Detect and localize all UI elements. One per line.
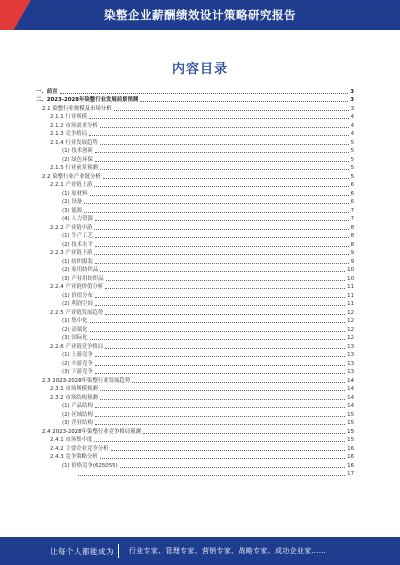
toc-entry-label: (1) 纺织服装: [62, 258, 93, 265]
toc-entry-page: 9: [350, 250, 354, 256]
toc-entry-label: (1) 价值分布: [62, 292, 93, 299]
toc-entry[interactable]: [36, 121, 354, 130]
toc-leader-dots: [94, 186, 348, 187]
toc-entry[interactable]: [36, 453, 354, 462]
toc-entry-page: 14: [347, 403, 354, 409]
toc-entry[interactable]: [36, 87, 354, 96]
toc-entry[interactable]: [36, 300, 354, 309]
toc-entry-label: (2) 绿色环保: [62, 156, 93, 163]
toc-entry-page: 8: [350, 233, 354, 239]
toc-entry-label: 2.1 染整行业规模及市场分析: [42, 105, 112, 112]
toc-leader-dots: [84, 203, 348, 204]
toc-entry[interactable]: [36, 291, 354, 300]
document-title: 染整企业薪酬绩效设计策略研究报告: [104, 8, 296, 22]
toc-entry[interactable]: [36, 325, 354, 334]
toc-entry[interactable]: [36, 223, 354, 232]
toc-entry[interactable]: [36, 96, 354, 105]
toc-entry[interactable]: [36, 342, 354, 351]
toc-entry[interactable]: [36, 402, 354, 411]
toc-leader-dots: [105, 314, 345, 315]
toc-entry-page: 12: [347, 318, 354, 324]
toc-entry-page: 6: [350, 199, 354, 205]
toc-entry-page: 13: [347, 352, 354, 358]
footer-tagline: 行业专家、管理专家、营销专家、战略专家、成功企业家……: [129, 547, 327, 555]
toc-leader-dots: [106, 280, 345, 281]
toc-entry-label: 2.2.3 产业链下游: [50, 250, 93, 256]
toc-entry-page: 13: [347, 360, 354, 367]
toc-entry[interactable]: [36, 444, 354, 453]
toc-leader-dots: [60, 93, 349, 94]
toc-entry[interactable]: [36, 155, 354, 164]
toc-entry-label: (3) 产业用纺织品: [62, 275, 104, 282]
toc-entry-page: 3: [350, 105, 354, 112]
toc-leader-dots: [100, 458, 345, 459]
toc-leader-dots: [78, 475, 345, 476]
toc-leader-dots: [100, 390, 345, 391]
table-of-contents: [36, 87, 354, 478]
toc-leader-dots: [143, 433, 345, 434]
toc-entry-page: 14: [347, 377, 354, 384]
toc-leader-dots: [90, 322, 346, 323]
toc-entry-label: 2.1.5 行业前景预测: [50, 165, 98, 171]
toc-leader-dots: [95, 416, 345, 417]
footer-divider: [118, 544, 119, 558]
toc-entry[interactable]: [36, 393, 354, 402]
toc-leader-dots: [100, 144, 349, 145]
toc-leader-dots: [95, 424, 345, 425]
toc-entry[interactable]: [36, 334, 354, 343]
toc-entry-page: 17: [347, 471, 354, 477]
toc-entry[interactable]: [36, 436, 354, 445]
toc-entry[interactable]: [36, 283, 354, 292]
toc-entry-label: 2.4 2023-2028年染整行业竞争格局预测: [42, 428, 141, 435]
toc-leader-dots: [94, 441, 345, 442]
toc-entry-page: 10: [347, 275, 354, 282]
toc-leader-dots: [100, 399, 345, 400]
toc-leader-dots: [105, 348, 345, 349]
toc-entry[interactable]: [36, 317, 354, 326]
toc-entry[interactable]: [36, 189, 354, 198]
toc-entry-label: (1) 上游竞争: [62, 352, 93, 358]
toc-leader-dots: [111, 450, 346, 451]
toc-entry[interactable]: [36, 104, 354, 113]
toc-entry-page: 12: [347, 326, 354, 333]
toc-entry[interactable]: [36, 470, 354, 479]
toc-entry-label: (1) 价格竞争(625055): [62, 462, 118, 469]
toc-entry[interactable]: [36, 359, 354, 368]
toc-leader-dots: [132, 382, 345, 383]
toc-entry-page: 5: [350, 156, 354, 163]
toc-entry[interactable]: [36, 351, 354, 360]
toc-entry-page: 12: [347, 309, 354, 316]
toc-entry-label: 2.1.4 行业发展趋势: [50, 139, 98, 146]
footer-slogan: 让每个人都能成为: [50, 547, 114, 556]
toc-entry-page: 15: [347, 437, 354, 443]
toc-entry-label: (1) 技术创新: [62, 148, 93, 154]
toc-entry[interactable]: [36, 164, 354, 173]
toc-entry-label: (3) 下游竞争: [62, 369, 93, 375]
toc-entry-label: (1) 集中化: [62, 318, 88, 324]
toc-entry-page: 16: [347, 445, 354, 452]
toc-leader-dots: [95, 407, 345, 408]
toc-entry[interactable]: [36, 181, 354, 190]
toc-entry-label: 二、2023-2028年染整行业发展前景预测: [36, 97, 139, 103]
toc-entry-page: 11: [347, 284, 354, 290]
toc-entry[interactable]: [36, 147, 354, 156]
toc-entry[interactable]: [36, 461, 354, 470]
toc-leader-dots: [103, 178, 349, 179]
toc-entry[interactable]: [36, 266, 354, 275]
toc-entry-label: 2.2.2 产业链中游: [50, 224, 93, 231]
toc-entry-label: 2.2.4 产业链价值分析: [50, 284, 104, 290]
toc-entry-label: 2.2.6 产业链竞争格局: [50, 343, 104, 350]
toc-entry-page: 10: [347, 267, 354, 273]
toc-entry-page: 8: [350, 224, 354, 231]
toc-entry-label: (3) 国际化: [62, 335, 88, 341]
toc-leader-dots: [100, 271, 345, 272]
toc-entry-page: 3: [350, 97, 354, 103]
toc-leader-dots: [114, 110, 349, 111]
toc-entry-page: 12: [347, 335, 354, 341]
toc-entry[interactable]: [36, 113, 354, 122]
toc-entry-label: 一、前言: [36, 88, 58, 95]
toc-entry[interactable]: [36, 198, 354, 207]
toc-entry-page: 14: [347, 386, 354, 392]
toc-entry-label: (3) 企业结构: [62, 420, 93, 426]
toc-entry-label: 2.3.1 市场规模预测: [50, 386, 98, 392]
toc-entry-page: 13: [347, 343, 354, 350]
toc-leader-dots: [105, 288, 345, 289]
header-bar: [0, 0, 400, 30]
toc-entry[interactable]: [36, 308, 354, 317]
toc-heading: 内容目录: [171, 62, 228, 77]
footer-bar: [0, 537, 400, 565]
toc-leader-dots: [95, 356, 345, 357]
toc-leader-dots: [90, 339, 346, 340]
toc-leader-dots: [84, 212, 348, 213]
toc-entry-page: 16: [347, 454, 354, 460]
toc-entry-page: 13: [347, 369, 354, 375]
toc-entry-label: (2) 区域结构: [62, 411, 93, 418]
toc-entry-page: 7: [350, 207, 354, 214]
toc-leader-dots: [89, 118, 349, 119]
toc-entry-label: (3) 能源: [62, 207, 83, 214]
toc-entry-label: 2.4.1 市场集中度: [50, 437, 93, 443]
toc-entry-page: 16: [347, 462, 354, 469]
toc-leader-dots: [95, 161, 349, 162]
toc-leader-dots: [94, 254, 348, 255]
toc-entry-label: 2.2.5 产业链发展趋势: [50, 309, 104, 316]
toc-entry-page: 15: [347, 420, 354, 426]
toc-entry-label: 2.3 2023-2028年染整行业发展趋势: [42, 377, 131, 384]
toc-entry-label: (1) 原材料: [62, 190, 88, 197]
toc-entry-page: 4: [350, 114, 354, 120]
toc-entry-page: 5: [350, 165, 354, 171]
toc-entry[interactable]: [36, 130, 354, 139]
toc-entry[interactable]: [36, 240, 354, 249]
toc-entry-page: 9: [350, 258, 354, 265]
toc-leader-dots: [94, 229, 348, 230]
toc-entry-label: (2) 利润空间: [62, 301, 93, 307]
toc-entry-page: 5: [350, 148, 354, 154]
toc-leader-dots: [95, 246, 349, 247]
toc-entry-label: 2.4.2 主要企业竞争分析: [50, 445, 109, 452]
toc-entry[interactable]: [36, 206, 354, 215]
toc-entry-page: 5: [350, 139, 354, 146]
toc-leader-dots: [90, 331, 346, 332]
toc-leader-dots: [95, 373, 345, 374]
toc-leader-dots: [95, 237, 349, 238]
toc-leader-dots: [89, 135, 349, 136]
toc-entry-label: (4) 人力资源: [62, 216, 93, 222]
toc-entry[interactable]: [36, 257, 354, 266]
toc-entry[interactable]: [36, 427, 354, 436]
toc-entry[interactable]: [36, 138, 354, 147]
toc-leader-dots: [95, 263, 349, 264]
toc-entry[interactable]: [36, 376, 354, 385]
toc-entry-label: (2) 高端化: [62, 326, 88, 333]
toc-entry[interactable]: [36, 419, 354, 428]
toc-entry-label: (1) 产品结构: [62, 403, 93, 409]
toc-entry-label: (2) 家用纺织品: [62, 267, 99, 273]
toc-entry-page: 6: [350, 182, 354, 188]
toc-entry[interactable]: [36, 385, 354, 394]
toc-entry-page: 11: [347, 301, 354, 307]
toc-entry-page: 3: [350, 88, 354, 95]
toc-entry-label: 2.2 染整行业产业链分析: [42, 173, 101, 180]
toc-entry-page: 8: [350, 241, 354, 248]
toc-entry[interactable]: [36, 172, 354, 181]
toc-entry[interactable]: [36, 410, 354, 419]
toc-entry-page: 5: [350, 173, 354, 180]
toc-entry-label: (2) 中游竞争: [62, 360, 93, 367]
toc-entry-page: 15: [347, 428, 354, 435]
toc-leader-dots: [95, 297, 345, 298]
toc-leader-dots: [100, 169, 349, 170]
toc-leader-dots: [95, 152, 349, 153]
toc-leader-dots: [90, 195, 349, 196]
toc-entry-label: 2.3.2 市场结构预测: [50, 394, 98, 401]
toc-entry[interactable]: [36, 368, 354, 377]
toc-entry-label: 2.2.1 产业链上游: [50, 182, 93, 188]
toc-entry-page: 14: [347, 394, 354, 401]
toc-entry[interactable]: [36, 274, 354, 283]
toc-entry-page: 15: [347, 411, 354, 418]
toc-entry[interactable]: [36, 215, 354, 224]
toc-entry-label: (2) 技术水平: [62, 241, 93, 248]
toc-entry-page: 7: [350, 216, 354, 222]
toc-leader-dots: [95, 365, 345, 366]
toc-entry-page: 4: [350, 131, 354, 137]
toc-entry-page: 11: [347, 292, 354, 299]
toc-entry-label: (1) 生产工艺: [62, 233, 93, 239]
toc-entry-page: 4: [350, 122, 354, 129]
toc-entry-label: (2) 设备: [62, 199, 83, 205]
toc-entry-label: 2.4.3 竞争策略分析: [50, 454, 98, 460]
toc-leader-dots: [95, 220, 349, 221]
toc-leader-dots: [100, 127, 349, 128]
toc-entry-page: 6: [350, 190, 354, 197]
toc-entry[interactable]: [36, 249, 354, 258]
toc-entry-label: 2.1.1 行业规模: [50, 114, 87, 120]
toc-leader-dots: [95, 305, 345, 306]
toc-leader-dots: [120, 467, 345, 468]
toc-entry-label: 2.1.3 竞争格局: [50, 131, 87, 137]
toc-entry[interactable]: [36, 232, 354, 241]
toc-entry-label: 2.1.2 市场需求分析: [50, 122, 98, 129]
toc-leader-dots: [140, 101, 348, 102]
